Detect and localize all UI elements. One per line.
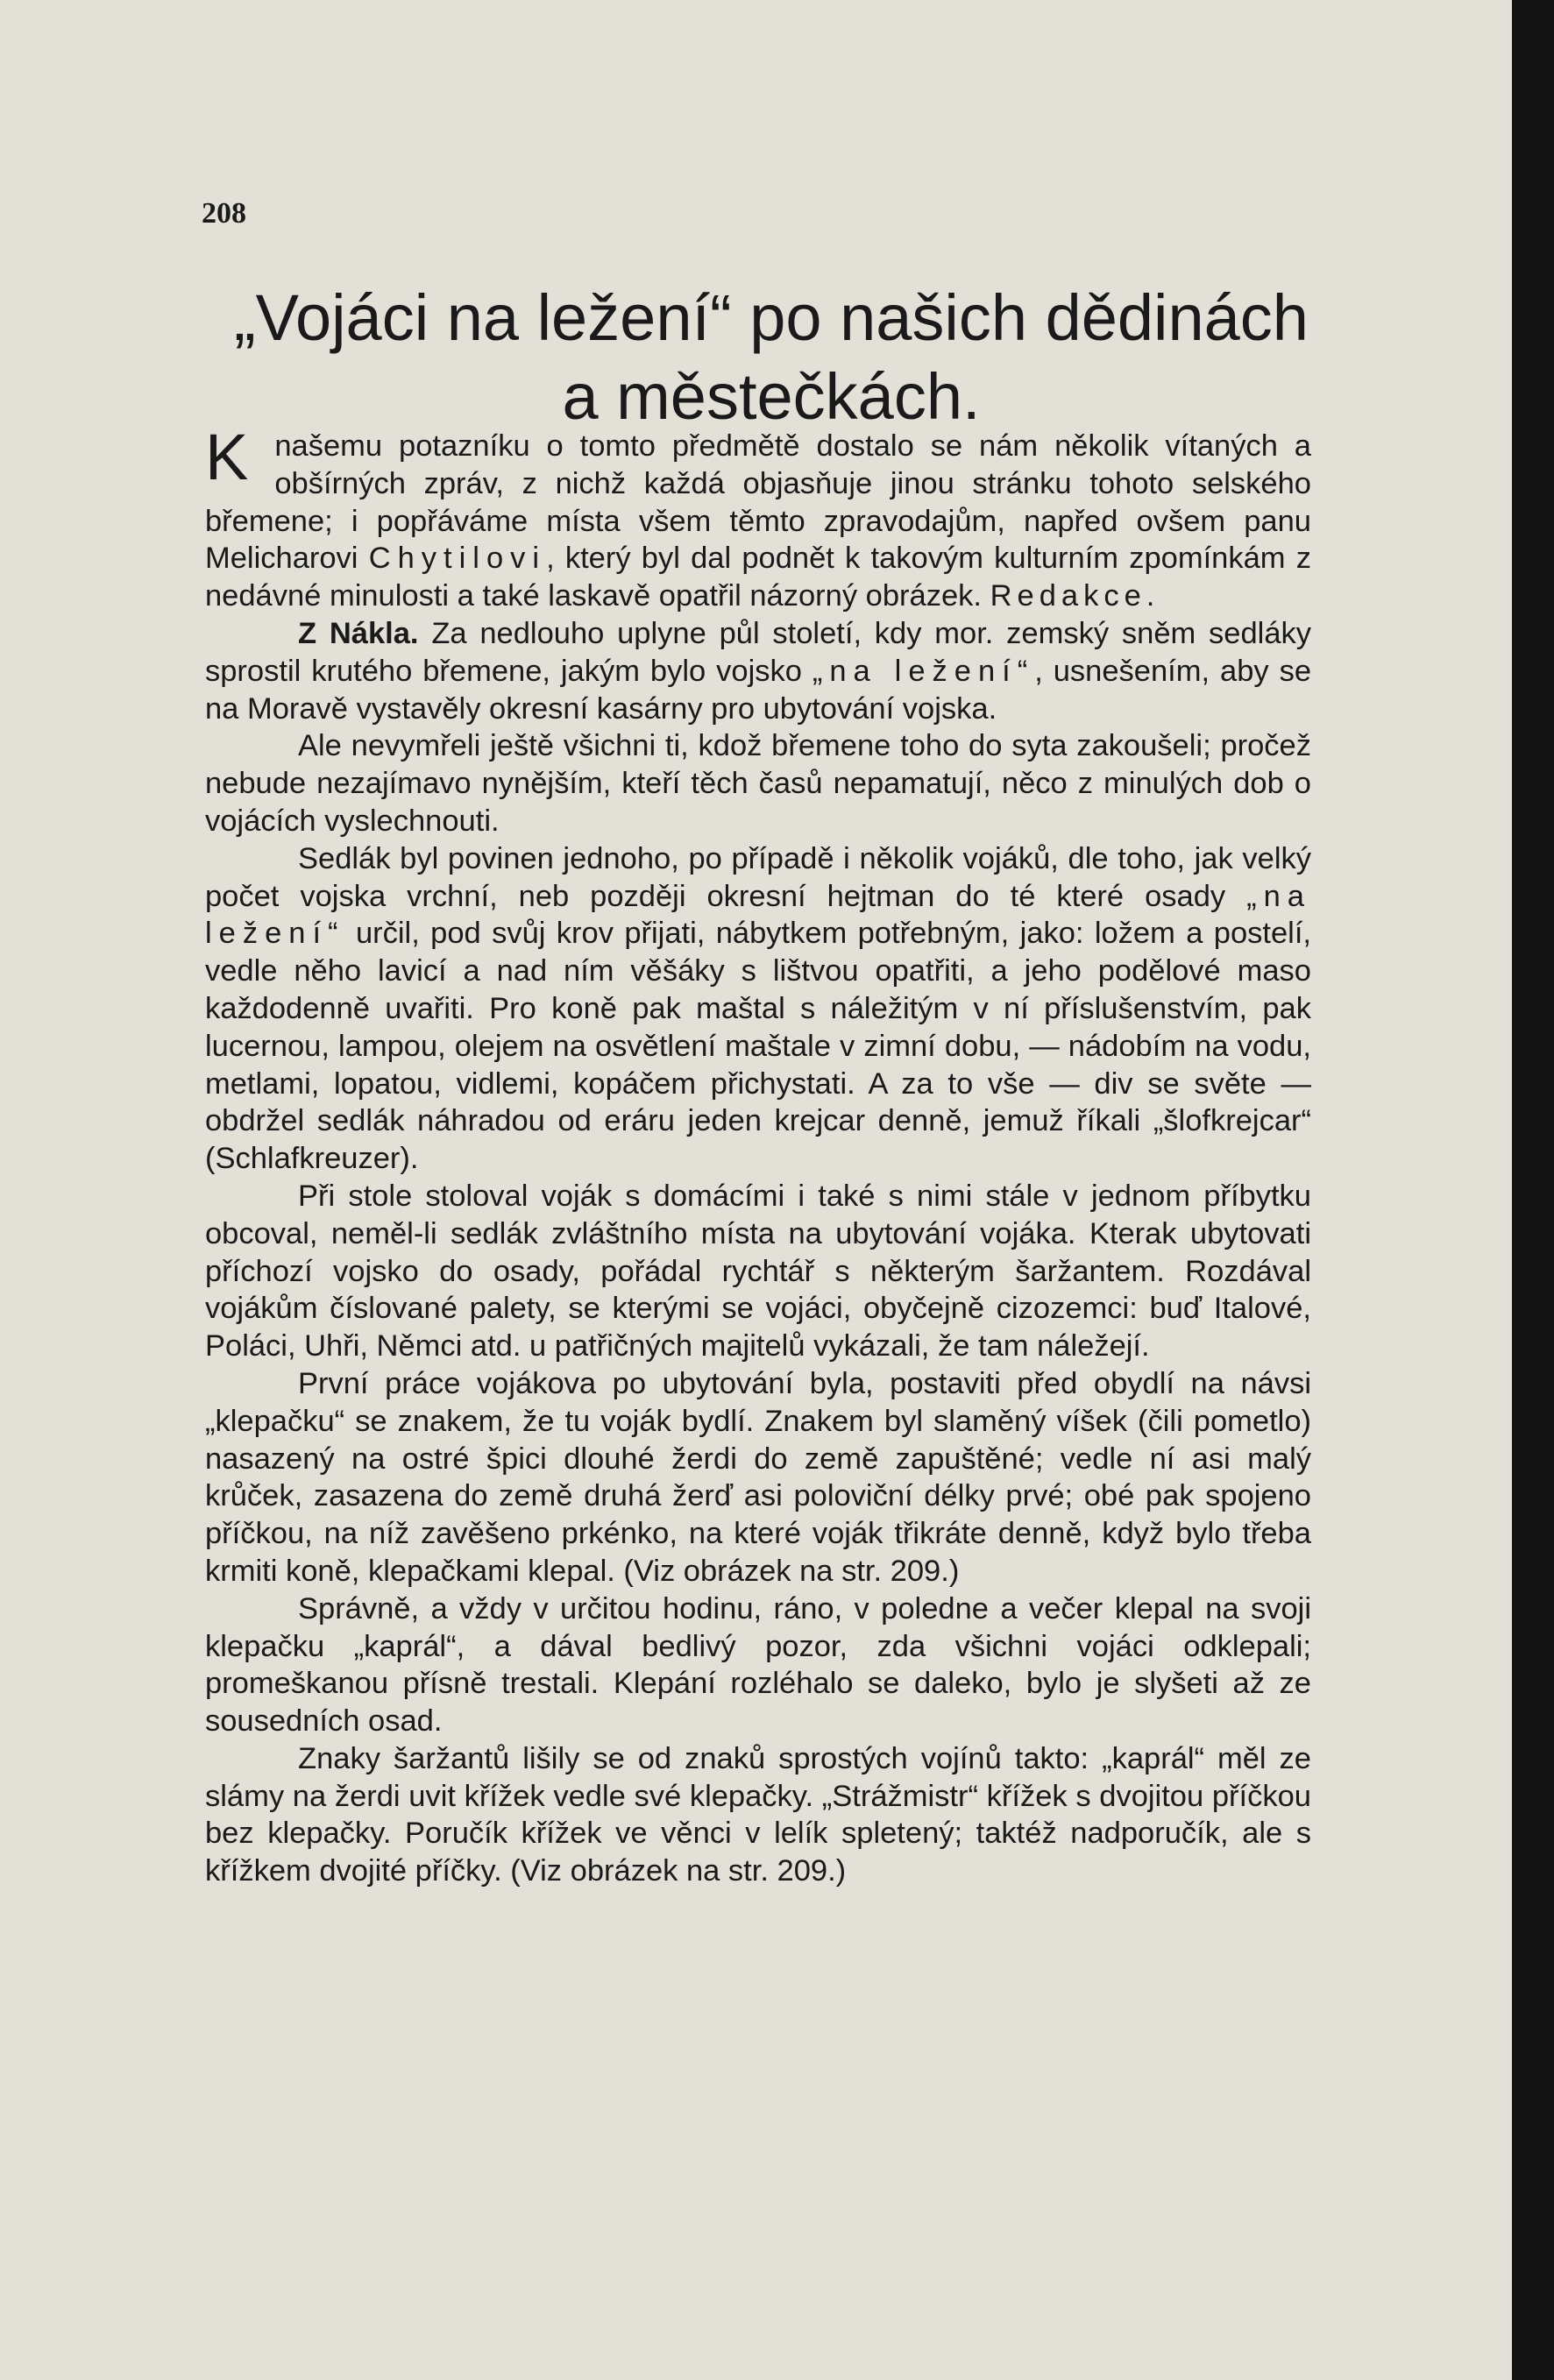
drop-cap: K	[205, 421, 249, 493]
article-title: „Vojáci na ležení“ po našich dědinách a městečkách.	[234, 281, 1309, 433]
intro-text-start: našemu potazníku o tomto předmětě dostalo se nám několik vítaných a obšírných zpráv, z nichž každá objasňuje jinou stránku tohoto selského břemene; i popřáváme místa všem těmto zpravodajům, napřed ovšem panu Melicharovi	[205, 429, 1311, 576]
page-edge-shadow	[1512, 0, 1554, 2380]
section-text-end: , usnešením, aby se na Moravě vystavěly okresní kasárny pro ubytování vojska.	[205, 654, 1312, 726]
section-text-start: Za nedlouho uplyne půl století, kdy mor. zemský sněm sedláky sprostil krutého břemene, jakým bylo vojsko	[205, 616, 1312, 688]
section-place: Z Nákla.	[298, 616, 419, 650]
paragraph-4: Při stole stoloval voják s domácími i také s nimi stále v jednom příbytku obcoval, neměl-li sedlák zvláštního místa na ubytování vojáka. Kterak ubytovati příchozí vojsko do osady, pořádal rychtář s některým šaržantem. Rozdával vojákům číslované palety, se kterými se vojáci, obyčejně cizozemci: buď Italové, Poláci, Uhři, Němci atd. u patřičných majitelů vykázali, že tam náležejí.	[205, 1179, 1311, 1364]
paragraph-2: Ale nevymřeli ještě všichni ti, kdož břemene toho do syta zakoušeli; pročež nebude nezajímavo nynějším, kteří těch časů nepamatují, něco z minulých dob o vojácích vyslechnouti.	[205, 729, 1311, 838]
paragraph-3-start: Sedlák byl povinen jednoho, po případě i několik vojáků, dle toho, jak velký počet vojska vrchní, neb později okresní hejtman do té které osady	[205, 841, 1311, 913]
article-body	[205, 421, 1312, 1890]
page-number: 208	[202, 197, 246, 230]
paragraph-3	[205, 840, 1311, 1178]
paragraph-5: První práce vojákova po ubytování byla, postaviti před obydlí na návsi „klepačku“ se znakem, že tu voják bydlí. Znakem byl slaměný víšek (čili pometlo) nasazený na ostré špici dlouhé žerdi do země zapuštěné; vedle ní asi malý krůček, zasazena do země druhá žerď asi poloviční délky prvé; obé pak spojeno příčkou, na níž zavěšeno prkénko, na které voják třikráte denně, když bylo třeba krmiti koně, klepačkami klepal. (Viz obrázek na str. 209.)	[205, 1366, 1311, 1588]
paragraph-7: Znaky šaržantů lišily se od znaků sprostých vojínů takto: „kaprál“ měl ze slámy na žerdi uvit křížek vedle své klepačky. „Strážmistr“ křížek s dvojitou příčkou bez klepačky. Poručík křížek ve věnci v lelík spletený; taktéž nadporučík, ale s křížkem dvojité příčky. (Viz obrázek na str. 209.)	[205, 1741, 1311, 1888]
intro-paragraph	[205, 421, 1311, 615]
paragraph-6: Správně, a vždy v určitou hodinu, ráno, v poledne a večer klepal na svoji klepačku „kaprál“, a dával bedlivý pozor, zda všichni vojáci odklepali; promeškanou přísně trestali. Klepání rozléhalo se daleko, bylo je slyšeti až ze sousedních osad.	[205, 1591, 1311, 1739]
section-term: „na ležení“	[812, 654, 1035, 688]
editorial-signoff: Redakce.	[990, 579, 1160, 613]
section-paragraph	[205, 615, 1311, 727]
intro-name: Chytilovi	[368, 542, 547, 576]
paragraph-3-end: určil, pod svůj krov přijati, nábytkem potřebným, jako: ložem a postelí, vedle něho lavicí a nad ním věšáky s lištvou opatřiti, a jeho podělové maso každodenně uvařiti. Pro koně pak maštal s náležitým v ní příslušenstvím, pak lucernou, lampou, olejem na osvětlení maštale v zimní dobu, — nádobím na vodu, metlami, lopatou, vidlemi, kopáčem přichystati. A za to vše — div se světe — obdržel sedlák náhradou od eráru jeden krejcar denně, jemuž říkali „šlofkrejcar“ (Schlafkreuzer).	[205, 917, 1311, 1176]
intro-text-end: , který byl dal podnět k takovým kulturním zpomínkám z nedávné minulosti a také laskavě opatřil názorný obrázek.	[205, 542, 1311, 613]
paragraph-3-term: „na ležení“	[205, 879, 1311, 951]
